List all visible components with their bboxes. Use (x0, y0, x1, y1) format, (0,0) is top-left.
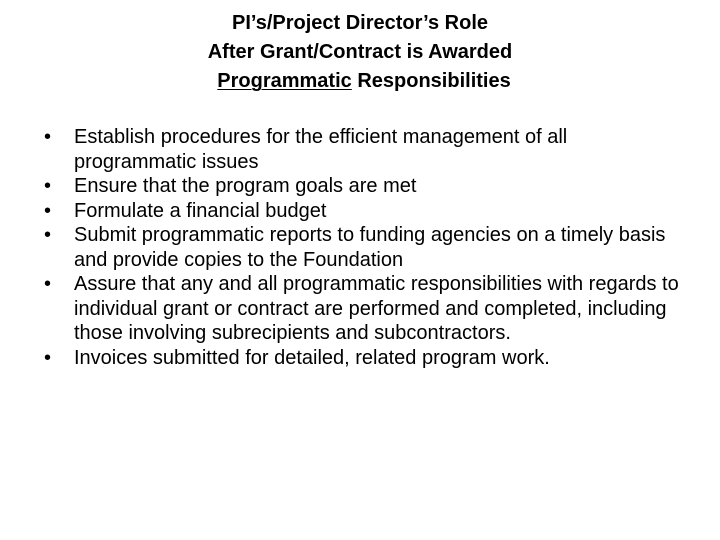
list-item (0, 199, 720, 224)
bullet-text: Ensure that the program goals are met (74, 175, 417, 197)
bullet-text: Assure that any and all programmatic responsibilities with regards to individual grant or contract are performed and completed, including those involving subrecipients and subcontractors. (74, 273, 679, 344)
list-item (0, 174, 720, 199)
bullet-list (0, 125, 720, 370)
list-item (0, 272, 720, 346)
bullet-icon: • (44, 346, 52, 369)
bullet-icon: • (44, 224, 52, 246)
bullet-icon: • (44, 126, 52, 148)
bullet-icon: • (44, 199, 52, 222)
bullet-text: Establish procedures for the efficient management of all programmatic issues (74, 126, 568, 173)
bullet-text: Submit programmatic reports to funding agencies on a timely basis and provide copies to the Foundation (74, 224, 666, 271)
list-item (0, 125, 720, 174)
bullet-icon: • (44, 175, 52, 197)
title-underlined-word: Programmatic (217, 70, 352, 92)
title-line-3-rest: Responsibilities (351, 70, 511, 92)
bullet-text: Invoices submitted for detailed, related program work. (74, 346, 550, 369)
list-item (0, 223, 720, 272)
bullet-text: Formulate a financial budget (74, 199, 327, 222)
bullet-icon: • (44, 273, 52, 295)
title-line-2: After Grant/Contract is Awarded (207, 41, 513, 63)
title-line-1: PI’s/Project Director’s Role (231, 12, 488, 34)
list-item (0, 346, 720, 371)
title-line-3 (0, 67, 720, 96)
slide-title (0, 9, 720, 96)
